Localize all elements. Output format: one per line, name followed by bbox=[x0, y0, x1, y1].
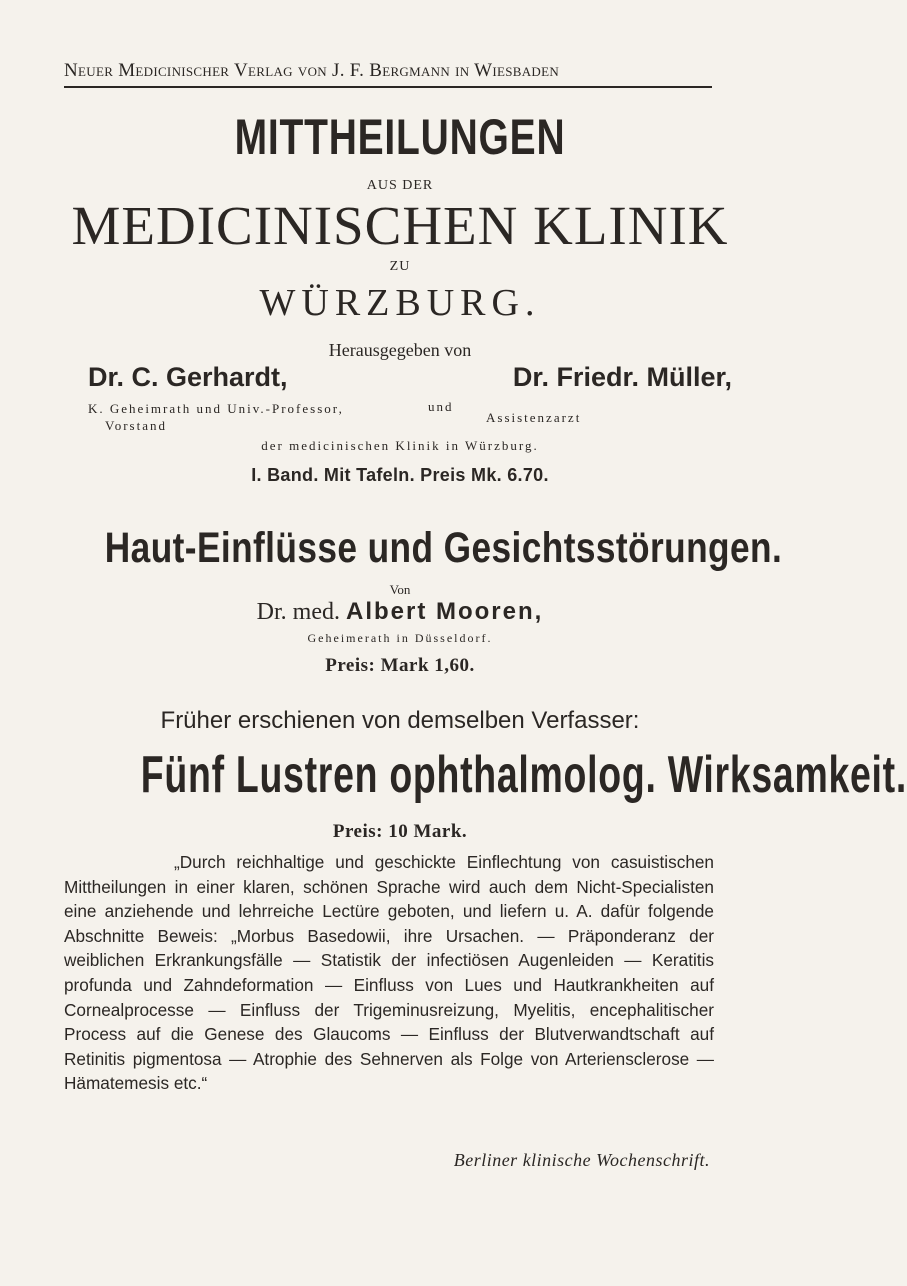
journal-title-city: WÜRZBURG. bbox=[259, 282, 541, 324]
author-title: Geheimerath in Düsseldorf. bbox=[307, 631, 493, 645]
book-von: Von bbox=[389, 582, 411, 597]
book-price: Preis: Mark 1,60. bbox=[325, 655, 475, 676]
publisher-line: Neuer Medicinischer Verlag von J. F. Bergmann in Wiesbaden bbox=[64, 60, 560, 81]
editor1-role: Vorstand bbox=[105, 418, 167, 433]
editor1-name: Dr. C. Gerhardt, bbox=[88, 362, 288, 392]
author-name: Albert Mooren, bbox=[345, 598, 544, 625]
book-title: Haut-Einflüsse und Gesichtsstörungen. bbox=[104, 524, 783, 572]
earlier-heading: Früher erschienen von demselben Verfasser: bbox=[160, 707, 640, 734]
editor2-name: Dr. Friedr. Müller, bbox=[512, 362, 732, 392]
journal-title-main: MITTHEILUNGEN bbox=[234, 109, 566, 165]
editor1-title: K. Geheimrath und Univ.-Professor, bbox=[88, 401, 344, 416]
editor-conjunction: und bbox=[428, 399, 454, 414]
journal-title-zu: ZU bbox=[389, 259, 411, 274]
review-source: Berliner klinische Wochenschrift. bbox=[453, 1150, 710, 1170]
earlier-title: Fünf Lustren ophthalmolog. Wirksamkeit. bbox=[140, 746, 907, 804]
journal-title-aus: AUS DER bbox=[366, 178, 434, 193]
earlier-price: Preis: 10 Mark. bbox=[332, 821, 468, 842]
band-line: I. Band. Mit Tafeln. Preis Mk. 6.70. bbox=[251, 465, 549, 485]
editors-intro: Herausgegeben von bbox=[328, 340, 472, 360]
clinic-line: der medicinischen Klinik in Würzburg. bbox=[261, 438, 539, 453]
journal-title-clinic: MEDICINISCHEN KLINIK bbox=[71, 195, 729, 256]
book-author bbox=[40, 598, 760, 626]
author-prefix: Dr. med. bbox=[256, 599, 340, 625]
review-text: „Durch reichhaltige und geschickte Einflechtung von casuistischen Mittheilungen in einer klaren, schönen Sprache wird auch dem Nicht-Specialisten eine anziehende und lehrreiche Lectüre geboten, und liefern u. A. dafür folgende Abschnitte Beweis: „Morbus Basedowii, ihre Ursachen. — Präponderanz der weiblichen Erkrankungsfälle — Statistik der infectiösen Augenleiden — Keratitis profunda und Zahndeformation — Einfluss von Lues und Hautkrankheiten auf Cornealprocesse — Einfluss der Trigeminusreizung, Myelitis, encephalitischer Process auf die Genese des Glaucoms — Einfluss der Blutverwandtschaft auf Retinitis pigmentosa — Atrophie des Sehnerven als Folge von Arteriensclerose — Hämatemesis etc.“ bbox=[64, 852, 714, 1094]
header-rule bbox=[64, 86, 712, 88]
editor2-title: Assistenzarzt bbox=[486, 410, 582, 425]
